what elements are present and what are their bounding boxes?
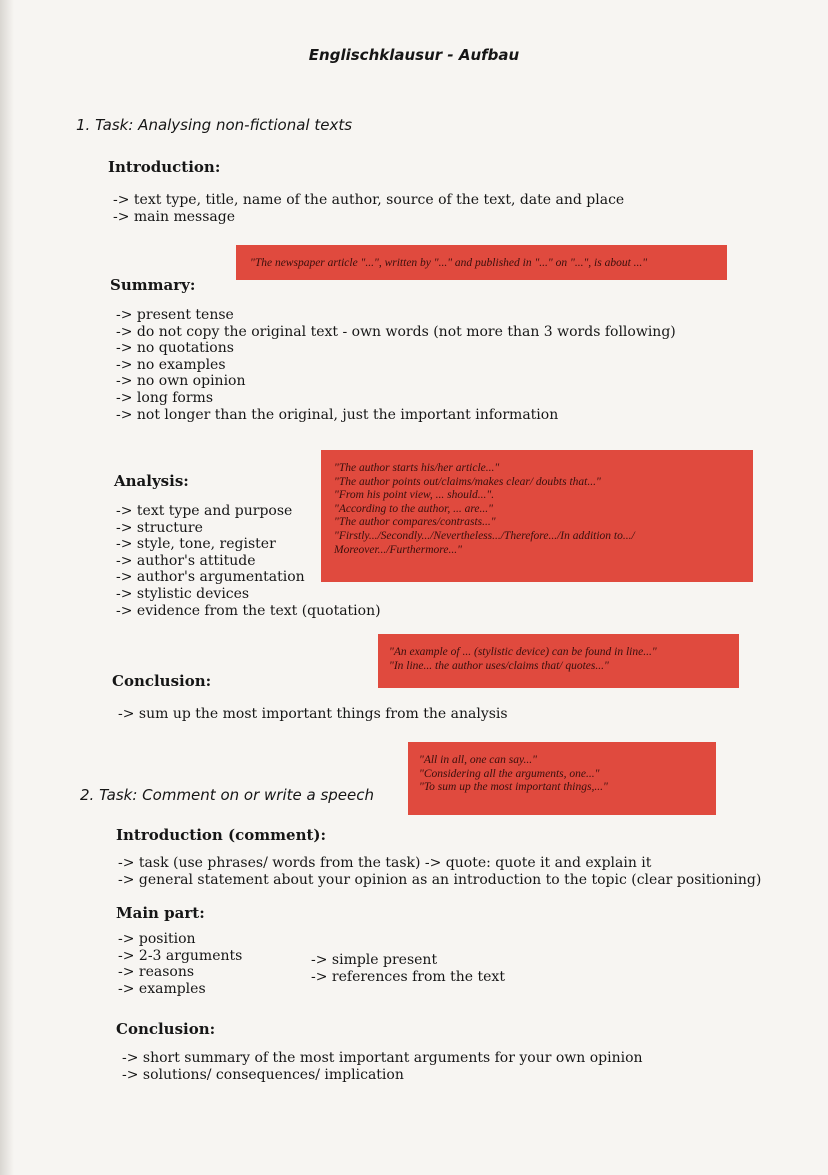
list-item: -> sum up the most important things from the analysis — [118, 706, 508, 722]
task2-phrase-box — [408, 742, 716, 815]
list-item: -> examples — [118, 980, 206, 997]
task1-conclusion-list — [118, 706, 508, 723]
phrase-line: Moreover.../Furthermore..." — [334, 543, 462, 556]
task2-main-part-heading: Main part: — [116, 904, 205, 922]
list-item: -> evidence from the text (quotation) — [116, 602, 381, 619]
list-item: -> author's argumentation — [116, 569, 305, 586]
summary-phrase-box — [236, 245, 727, 280]
task1-introduction-heading: Introduction: — [108, 158, 221, 176]
list-item: -> reasons — [118, 964, 195, 981]
conclusion-phrase-box — [378, 634, 739, 688]
list-item: -> task (use phrases/ words from the task) -> quote: quote it and explain it — [118, 855, 652, 871]
list-item: -> style, tone, register — [116, 536, 276, 553]
task1-summary-heading: Summary: — [110, 276, 196, 294]
list-item: -> structure — [116, 519, 203, 536]
phrase-line: "An example of ... (stylistic device) can be found in line..." — [389, 646, 657, 658]
analysis-phrase-box — [321, 450, 753, 582]
list-item: -> long forms — [116, 389, 214, 406]
phrase-line: "To sum up the most important things,..." — [419, 781, 608, 794]
phrase-line: "The author compares/contrasts..." — [334, 516, 496, 529]
task1-summary-list — [116, 307, 676, 423]
task1-analysis-list — [116, 503, 381, 619]
page-shadow — [0, 0, 14, 1175]
list-item: -> short summary of the most important arguments for your own opinion — [122, 1050, 643, 1066]
phrase-line: "From his point view, ... should...". — [334, 489, 495, 502]
task2-introduction-list — [118, 855, 761, 888]
phrase-line: "The author starts his/her article..." — [334, 462, 500, 474]
list-item: -> position — [118, 931, 196, 947]
list-item: -> 2-3 arguments — [118, 947, 243, 964]
phrase-line: "Firstly.../Secondly.../Nevertheless.../Therefore.../In addition to.../ — [334, 529, 635, 542]
list-item: -> main message — [113, 208, 236, 225]
task2-introduction-heading: Introduction (comment): — [116, 826, 327, 844]
phrase-line: "Considering all the arguments, one..." — [419, 767, 600, 780]
list-item: -> solutions/ consequences/ implication — [122, 1066, 404, 1083]
phrase-line: "All in all, one can say..." — [419, 754, 537, 766]
list-item: -> no quotations — [116, 340, 234, 357]
task1-analysis-heading: Analysis: — [114, 472, 189, 490]
list-item: -> author's attitude — [116, 552, 256, 569]
task2-main-part-list-right — [311, 952, 505, 985]
list-item: -> references from the text — [311, 968, 505, 985]
list-item: -> simple present — [311, 952, 438, 968]
list-item: -> present tense — [116, 307, 234, 323]
phrase-line: "The author points out/claims/makes clear/ doubts that..." — [334, 475, 601, 488]
task1-introduction-list — [113, 192, 624, 225]
task1-conclusion-heading: Conclusion: — [112, 672, 212, 690]
list-item: -> no examples — [116, 356, 226, 373]
list-item: -> text type, title, name of the author, source of the text, date and place — [113, 192, 625, 208]
list-item: -> general statement about your opinion as an introduction to the topic (clear positioning) — [118, 871, 762, 888]
phrase-line: "In line... the author uses/claims that/ quotes..." — [389, 659, 609, 672]
list-item: -> do not copy the original text - own words (not more than 3 words following) — [116, 323, 676, 340]
list-item: -> not longer than the original, just the important information — [116, 406, 559, 423]
task2-conclusion-list — [122, 1050, 643, 1083]
list-item: -> no own opinion — [116, 373, 246, 390]
list-item: -> text type and purpose — [116, 503, 293, 519]
document-title: Englischklausur - Aufbau — [308, 46, 520, 64]
task1-heading: 1. Task: Analysing non-fictional texts — [76, 116, 353, 134]
phrase-line: "The newspaper article "...", written by "..." and published in "..." on "...", is about ..." — [250, 257, 648, 269]
list-item: -> stylistic devices — [116, 585, 250, 602]
task2-main-part-list-left — [118, 931, 242, 997]
task2-conclusion-heading: Conclusion: — [116, 1020, 216, 1038]
phrase-line: "According to the author, ... are..." — [334, 502, 493, 515]
task2-heading: 2. Task: Comment on or write a speech — [80, 786, 374, 804]
